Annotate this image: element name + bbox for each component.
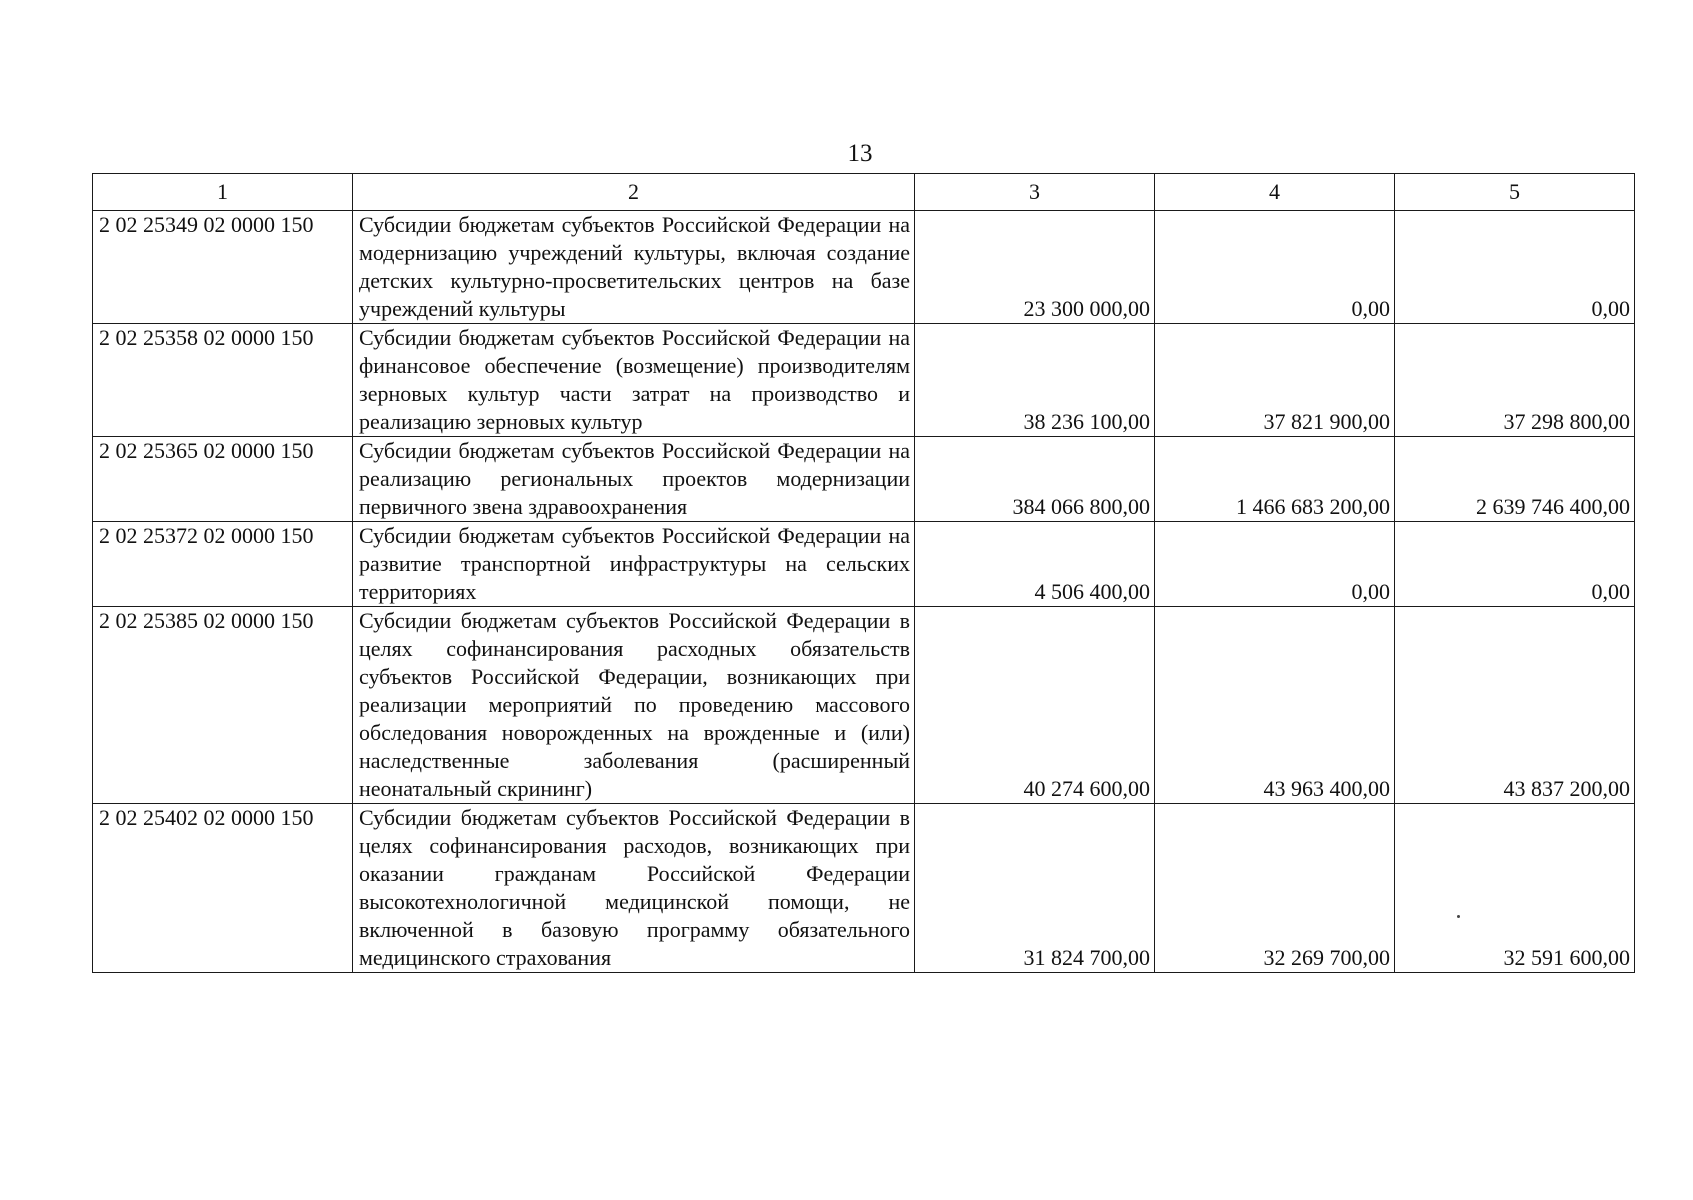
amount-col5-cell: 0,00 <box>1395 211 1635 324</box>
column-header-1: 1 <box>93 174 353 211</box>
table-row <box>93 804 1635 973</box>
amount-col4-cell: 37 821 900,00 <box>1155 324 1395 437</box>
column-header-3: 3 <box>915 174 1155 211</box>
table-body <box>93 211 1635 973</box>
description-cell: Субсидии бюджетам субъектов Российской Федерации на финансовое обеспечение (возмещение) производителям зерновых культур части затрат на производство и реализацию зерновых культур <box>353 324 915 437</box>
amount-col4-cell: 32 269 700,00 <box>1155 804 1395 973</box>
table-header <box>93 174 1635 211</box>
table-row <box>93 437 1635 522</box>
amount-col5-cell: 37 298 800,00 <box>1395 324 1635 437</box>
amount-col4-cell: 1 466 683 200,00 <box>1155 437 1395 522</box>
scan-speck <box>1457 915 1460 918</box>
amount-col4-cell: 0,00 <box>1155 522 1395 607</box>
amount-col3-cell: 31 824 700,00 <box>915 804 1155 973</box>
amount-col5-cell: 0,00 <box>1395 522 1635 607</box>
description-cell: Субсидии бюджетам субъектов Российской Федерации на реализацию региональных проектов модернизации первичного звена здравоохранения <box>353 437 915 522</box>
budget-code-cell: 2 02 25358 02 0000 150 <box>93 324 353 437</box>
description-cell: Субсидии бюджетам субъектов Российской Федерации на развитие транспортной инфраструктуры на сельских территориях <box>353 522 915 607</box>
amount-col5-cell: 32 591 600,00 <box>1395 804 1635 973</box>
budget-code-cell: 2 02 25385 02 0000 150 <box>93 607 353 804</box>
description-cell: Субсидии бюджетам субъектов Российской Федерации в целях софинансирования расходов, возникающих при оказании гражданам Российской Федерации высокотехнологичной медицинской помощи, не включенной в базовую программу обязательного медицинского страхования <box>353 804 915 973</box>
amount-col3-cell: 4 506 400,00 <box>915 522 1155 607</box>
amount-col5-cell: 43 837 200,00 <box>1395 607 1635 804</box>
budget-code-cell: 2 02 25349 02 0000 150 <box>93 211 353 324</box>
amount-col3-cell: 38 236 100,00 <box>915 324 1155 437</box>
budget-table <box>92 173 1635 973</box>
amount-col3-cell: 40 274 600,00 <box>915 607 1155 804</box>
amount-col3-cell: 23 300 000,00 <box>915 211 1155 324</box>
table-row <box>93 211 1635 324</box>
description-cell: Субсидии бюджетам субъектов Российской Федерации в целях софинансирования расходных обязательств субъектов Российской Федерации, возникающих при реализации мероприятий по проведению массового обследования новорожденных на врожденные и (или) наследственные заболевания (расширенный неонатальный скрининг) <box>353 607 915 804</box>
page-number: 13 <box>847 140 873 167</box>
budget-code-cell: 2 02 25402 02 0000 150 <box>93 804 353 973</box>
budget-code-cell: 2 02 25365 02 0000 150 <box>93 437 353 522</box>
amount-col4-cell: 0,00 <box>1155 211 1395 324</box>
budget-code-cell: 2 02 25372 02 0000 150 <box>93 522 353 607</box>
column-header-5: 5 <box>1395 174 1635 211</box>
table-row <box>93 522 1635 607</box>
header-row <box>93 174 1635 211</box>
table-row <box>93 607 1635 804</box>
column-header-2: 2 <box>353 174 915 211</box>
amount-col4-cell: 43 963 400,00 <box>1155 607 1395 804</box>
description-cell: Субсидии бюджетам субъектов Российской Федерации на модернизацию учреждений культуры, включая создание детских культурно-просветительских центров на базе учреждений культуры <box>353 211 915 324</box>
table-row <box>93 324 1635 437</box>
amount-col5-cell: 2 639 746 400,00 <box>1395 437 1635 522</box>
amount-col3-cell: 384 066 800,00 <box>915 437 1155 522</box>
column-header-4: 4 <box>1155 174 1395 211</box>
